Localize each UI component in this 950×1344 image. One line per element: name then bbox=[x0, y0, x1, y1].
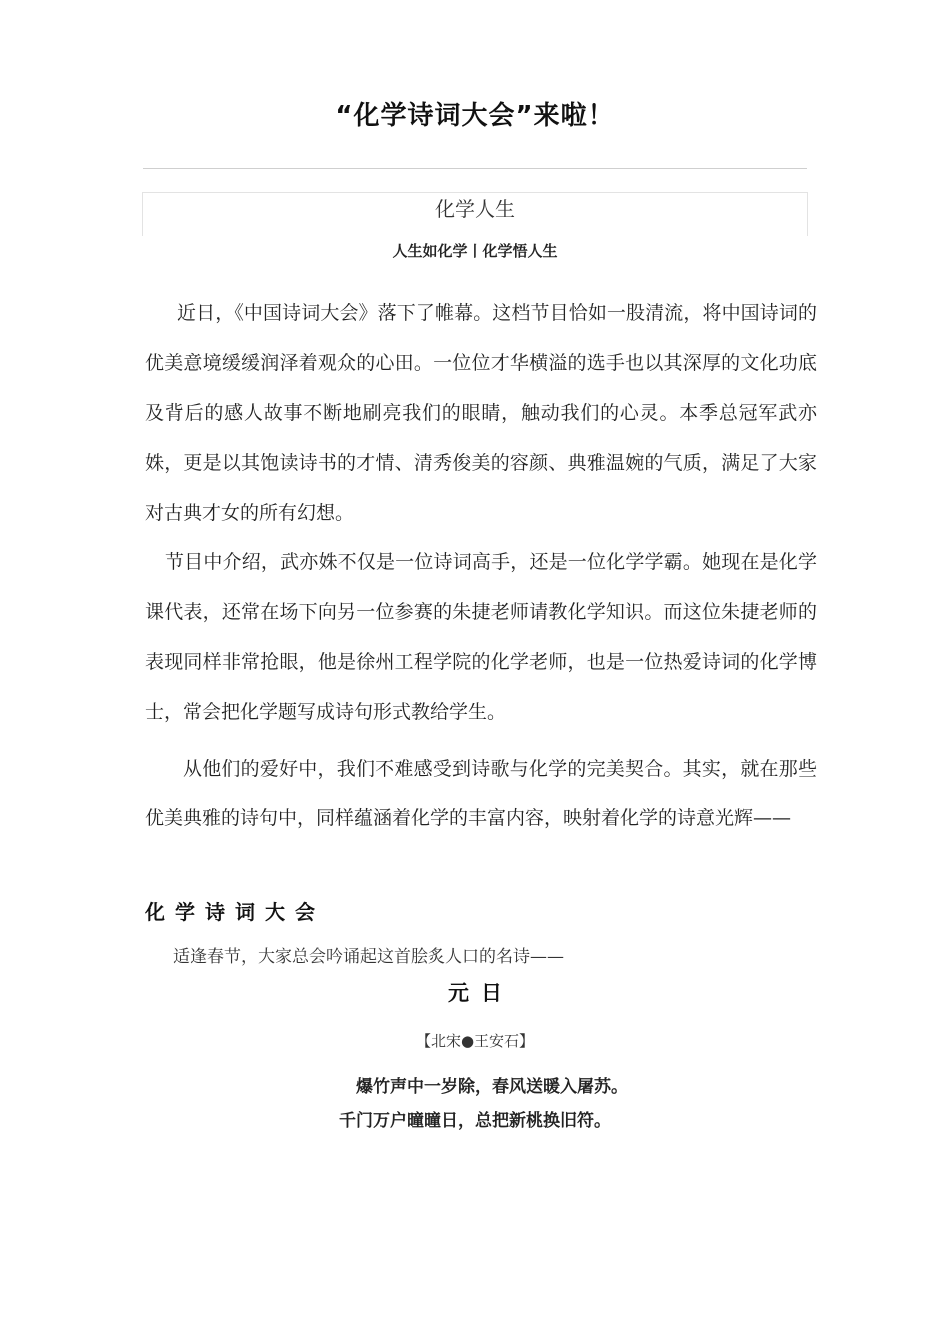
title-divider bbox=[143, 168, 807, 169]
poem-author: 【北宋●王安石】 bbox=[415, 1032, 535, 1050]
poem-title: 元日 bbox=[448, 980, 514, 1005]
poem-intro: 适逢春节，大家总会吟诵起这首脍炙人口的名诗—— bbox=[173, 947, 564, 967]
article-title: “化学诗词大会”来啦！ bbox=[335, 101, 615, 131]
poem-line: 爆竹声中一岁除，春风送暖入屠苏。 bbox=[356, 1077, 628, 1097]
paragraph-3: 从他们的爱好中，我们不难感受到诗歌与化学的完美契合。其实，就在那些优美典雅的诗句中，同样蕴涵着化学的丰富内容，映射着化学的诗意光辉—— bbox=[145, 758, 817, 829]
paragraph-2: 节目中介绍，武亦姝不仅是一位诗词高手，还是一位化学学霸。她现在是化学课代表，还常在场下向另一位参赛的朱捷老师请教化学知识。而这位朱捷老师的表现同样非常抢眼，他是徐州工程学院的化学老师，也是一位热爱诗词的化学博士，常会把化学题写成诗句形式教给学生。 bbox=[145, 551, 817, 723]
poem-line: 千门万户曈曈日，总把新桃换旧符。 bbox=[339, 1111, 611, 1131]
section-heading: 化学诗词大会 bbox=[145, 900, 325, 924]
paragraph-1: 近日，《中国诗词大会》落下了帷幕。这档节目恰如一股清流，将中国诗词的优美意境缓缓润泽着观众的心田。一位位才华横溢的选手也以其深厚的文化功底及背后的感人故事不断地刷亮我们的眼睛，触动我们的心灵。本季总冠军武亦姝，更是以其饱读诗书的才情、清秀俊美的容颜、典雅温婉的气质，满足了大家对古典才女的所有幻想。 bbox=[145, 302, 817, 524]
column-title: 化学人生 bbox=[435, 197, 515, 221]
column-subtitle: 人生如化学丨化学悟人生 bbox=[392, 242, 558, 260]
